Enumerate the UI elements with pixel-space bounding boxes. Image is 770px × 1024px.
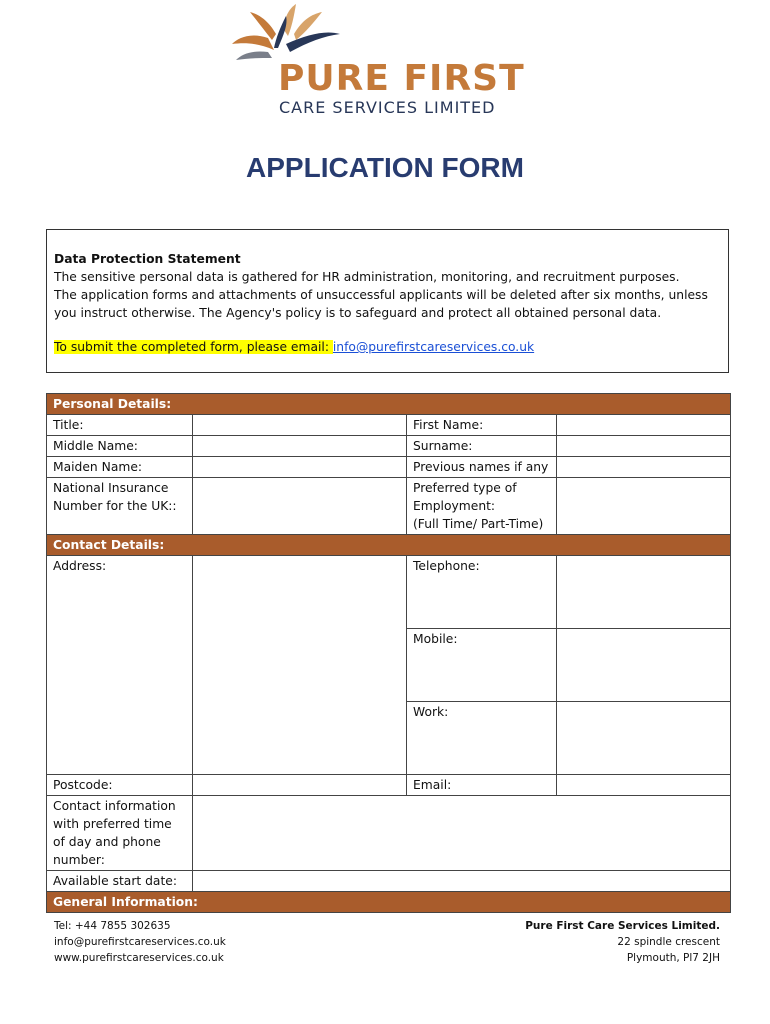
submit-text: To submit the completed form, please email: bbox=[54, 340, 333, 354]
contact-info-line: number: bbox=[53, 853, 105, 867]
first-name-label: First Name: bbox=[407, 415, 557, 436]
employment-label-line: Employment: bbox=[413, 499, 496, 513]
telephone-label: Telephone: bbox=[407, 556, 557, 629]
email-label: Email: bbox=[407, 775, 557, 796]
mobile-label: Mobile: bbox=[407, 629, 557, 702]
footer-company: Pure First Care Services Limited. bbox=[525, 920, 720, 932]
table-row bbox=[47, 436, 731, 457]
work-phone-input[interactable] bbox=[557, 702, 731, 775]
ni-number-label bbox=[47, 478, 193, 535]
contact-info-line: with preferred time bbox=[53, 817, 172, 831]
mobile-input[interactable] bbox=[557, 629, 731, 702]
postcode-input[interactable] bbox=[193, 775, 407, 796]
personal-details-header: Personal Details: bbox=[47, 394, 731, 415]
table-row bbox=[47, 457, 731, 478]
previous-names-label: Previous names if any bbox=[407, 457, 557, 478]
contact-info-line: of day and phone bbox=[53, 835, 161, 849]
page-title: APPLICATION FORM bbox=[246, 152, 524, 183]
employment-type-label bbox=[407, 478, 557, 535]
ni-label-line: Number for the UK:: bbox=[53, 499, 177, 513]
work-phone-label: Work: bbox=[407, 702, 557, 775]
data-protection-box bbox=[46, 229, 729, 373]
surname-label: Surname: bbox=[407, 436, 557, 457]
address-label: Address: bbox=[47, 556, 193, 775]
data-protection-line: The application forms and attachments of unsuccessful applicants will be deleted after six months, unless bbox=[54, 288, 708, 302]
application-form-table bbox=[46, 393, 731, 913]
table-row bbox=[47, 478, 731, 535]
title-input[interactable] bbox=[193, 415, 407, 436]
brand-name: PURE FIRST bbox=[278, 58, 525, 99]
maiden-name-input[interactable] bbox=[193, 457, 407, 478]
table-row bbox=[47, 775, 731, 796]
section-header-row bbox=[47, 892, 731, 913]
contact-info-label bbox=[47, 796, 193, 871]
data-protection-heading: Data Protection Statement bbox=[54, 252, 241, 266]
contact-details-header: Contact Details: bbox=[47, 535, 731, 556]
employment-label-line: (Full Time/ Part-Time) bbox=[413, 517, 544, 531]
table-row bbox=[47, 796, 731, 871]
footer-address bbox=[525, 918, 720, 966]
start-date-input[interactable] bbox=[193, 871, 731, 892]
start-date-label: Available start date: bbox=[47, 871, 193, 892]
ni-label-line: National Insurance bbox=[53, 481, 169, 495]
footer-email: info@purefirstcareservices.co.uk bbox=[54, 936, 226, 948]
title-label: Title: bbox=[47, 415, 193, 436]
maiden-name-label: Maiden Name: bbox=[47, 457, 193, 478]
submit-instruction bbox=[54, 338, 721, 356]
footer-address-line: Plymouth, Pl7 2JH bbox=[626, 952, 720, 964]
email-input[interactable] bbox=[557, 775, 731, 796]
ni-number-input[interactable] bbox=[193, 478, 407, 535]
contact-info-line: Contact information bbox=[53, 799, 176, 813]
previous-names-input[interactable] bbox=[557, 457, 731, 478]
employment-label-line: Preferred type of bbox=[413, 481, 517, 495]
general-info-header: General Information: bbox=[47, 892, 731, 913]
data-protection-line: you instruct otherwise. The Agency's policy is to safeguard and protect all obtained personal data. bbox=[54, 306, 662, 320]
table-row bbox=[47, 556, 731, 629]
table-row bbox=[47, 415, 731, 436]
brand-subtitle: CARE SERVICES LIMITED bbox=[279, 98, 496, 117]
first-name-input[interactable] bbox=[557, 415, 731, 436]
footer-address-line: 22 spindle crescent bbox=[617, 936, 720, 948]
footer-website: www.purefirstcareservices.co.uk bbox=[54, 952, 224, 964]
surname-input[interactable] bbox=[557, 436, 731, 457]
contact-info-input[interactable] bbox=[193, 796, 731, 871]
table-row bbox=[47, 871, 731, 892]
footer-contact bbox=[54, 918, 226, 966]
middle-name-input[interactable] bbox=[193, 436, 407, 457]
employment-type-input[interactable] bbox=[557, 478, 731, 535]
section-header-row bbox=[47, 394, 731, 415]
footer-tel: Tel: +44 7855 302635 bbox=[54, 920, 171, 932]
submit-email-link[interactable]: info@purefirstcareservices.co.uk bbox=[332, 340, 535, 354]
telephone-input[interactable] bbox=[557, 556, 731, 629]
section-header-row bbox=[47, 535, 731, 556]
middle-name-label: Middle Name: bbox=[47, 436, 193, 457]
data-protection-line: The sensitive personal data is gathered for HR administration, monitoring, and recruitment purposes. bbox=[54, 270, 680, 284]
address-input[interactable] bbox=[193, 556, 407, 775]
postcode-label: Postcode: bbox=[47, 775, 193, 796]
